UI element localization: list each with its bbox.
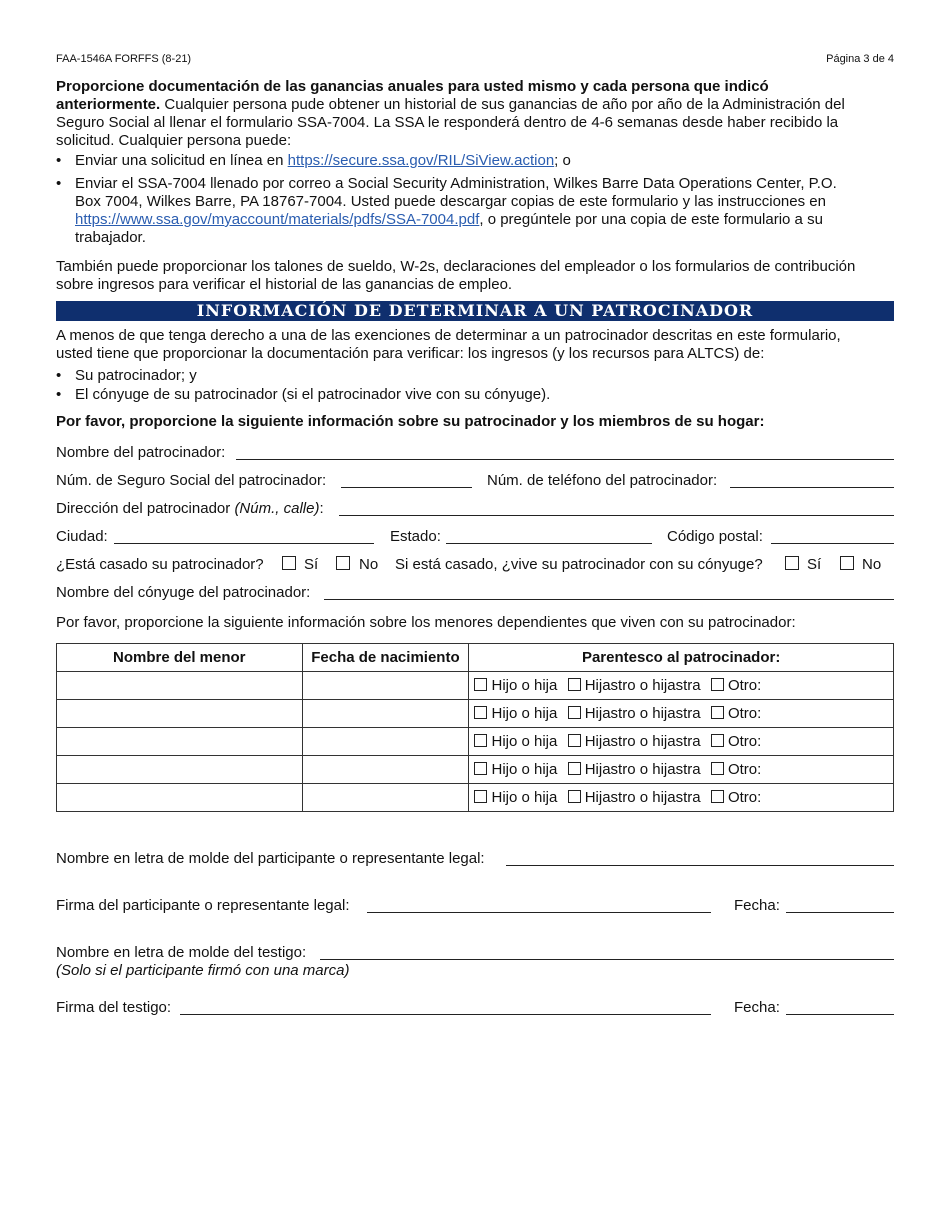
son-daughter-checkbox[interactable] — [474, 790, 487, 803]
other-label: Otro: — [727, 705, 762, 722]
table-row — [57, 756, 894, 784]
son-daughter-checkbox[interactable] — [474, 734, 487, 747]
lives-with-question: Si está casado, ¿vive su patrocinador con su cónyuge? — [395, 556, 763, 573]
header-child-name: Nombre del menor — [57, 644, 303, 672]
son-daughter-label: Hijo o hija — [491, 761, 558, 778]
stepchild-label: Hijastro o hijastra — [584, 761, 701, 778]
sponsor-address-label — [56, 500, 324, 520]
sponsor-phone-field[interactable] — [730, 487, 894, 488]
witness-date-label: Fecha: — [734, 999, 780, 1016]
relationship-cell — [469, 756, 894, 784]
son-daughter-label: Hijo o hija — [491, 789, 558, 806]
child-name-cell[interactable] — [57, 672, 303, 700]
other-label: Otro: — [727, 677, 762, 694]
intro-line3: solicitud. Cualquier persona puede: — [56, 132, 292, 149]
paystubs-line1: También puede proporcionar los talones de sueldo, W-2s, declaraciones del empleador o los formularios de contribución — [56, 258, 856, 275]
son-daughter-label: Hijo o hija — [491, 705, 558, 722]
sponsor-ssn-label: Núm. de Seguro Social del patrocinador: — [56, 472, 327, 489]
child-name-cell[interactable] — [57, 756, 303, 784]
witness-signature-field[interactable] — [180, 1014, 711, 1015]
signature-label: Firma del participante o representante legal: — [56, 897, 350, 914]
signature-field[interactable] — [367, 912, 711, 913]
sponsor-address-field[interactable] — [339, 515, 894, 516]
sponsor-name-label: Nombre del patrocinador: — [56, 444, 226, 461]
stepchild-label: Hijastro o hijastra — [584, 677, 701, 694]
son-daughter-checkbox[interactable] — [474, 678, 487, 691]
signature-date-label: Fecha: — [734, 897, 780, 914]
zip-label: Código postal: — [667, 528, 763, 545]
print-name-field[interactable] — [506, 865, 894, 866]
stepchild-checkbox[interactable] — [568, 762, 581, 775]
bullet-text: Enviar una solicitud en línea en — [75, 152, 288, 169]
section-bullet-spouse — [56, 386, 896, 404]
signature-date-field[interactable] — [786, 912, 894, 913]
lives-with-yes-label: Sí — [807, 556, 822, 573]
print-name-label: Nombre en letra de molde del participante o representante legal: — [56, 850, 485, 867]
table-row — [57, 728, 894, 756]
spouse-name-label: Nombre del cónyuge del patrocinador: — [56, 584, 311, 601]
bullet-dot: • — [56, 175, 62, 192]
birthdate-cell[interactable] — [302, 700, 469, 728]
bullet-text: Su patrocinador; y — [75, 367, 197, 384]
stepchild-label: Hijastro o hijastra — [584, 789, 701, 806]
stepchild-label: Hijastro o hijastra — [584, 733, 701, 750]
child-name-cell[interactable] — [57, 700, 303, 728]
sponsor-info-request: Por favor, proporcione la siguiente información sobre su patrocinador y los miembros de su hogar: — [56, 413, 765, 430]
intro-bullet-mail — [56, 175, 896, 249]
relationship-cell — [469, 728, 894, 756]
state-field[interactable] — [446, 543, 652, 544]
table-row — [57, 784, 894, 812]
paystubs-line2: sobre ingresos para verificar el historial de las ganancias de empleo. — [56, 276, 513, 293]
lives-with-no-checkbox[interactable] — [840, 556, 854, 570]
stepchild-checkbox[interactable] — [568, 678, 581, 691]
birthdate-cell[interactable] — [302, 728, 469, 756]
witness-signature-label: Firma del testigo: — [56, 999, 172, 1016]
stepchild-checkbox[interactable] — [568, 790, 581, 803]
intro-bold-lead: Proporcione documentación de las ganancias anuales para usted mismo y cada persona que indicó — [56, 78, 769, 95]
other-checkbox[interactable] — [711, 762, 724, 775]
son-daughter-checkbox[interactable] — [474, 706, 487, 719]
other-checkbox[interactable] — [711, 734, 724, 747]
section-title: INFORMACIÓN DE DETERMINAR A UN PATROCINADOR — [56, 301, 894, 321]
intro-line1: Cualquier persona pude obtener un historial de sus ganancias de año por año de la Administración del — [160, 96, 845, 113]
married-yes-label: Sí — [304, 556, 319, 573]
other-label: Otro: — [727, 789, 762, 806]
birthdate-cell[interactable] — [302, 784, 469, 812]
married-no-checkbox[interactable] — [336, 556, 350, 570]
form-code: FAA-1546A FORFFS (8-21) — [56, 53, 192, 65]
intro-paragraph — [56, 78, 896, 150]
relationship-cell — [469, 672, 894, 700]
bullet-mail-line3: , o pregúntele por una copia de este formulario a su — [479, 211, 823, 228]
child-name-cell[interactable] — [57, 728, 303, 756]
other-checkbox[interactable] — [711, 706, 724, 719]
relationship-cell — [469, 700, 894, 728]
birthdate-cell[interactable] — [302, 756, 469, 784]
ssa-online-link[interactable]: https://secure.ssa.gov/RIL/SiView.action — [287, 152, 555, 169]
stepchild-checkbox[interactable] — [568, 706, 581, 719]
address-label-text: Dirección del patrocinador — [56, 500, 235, 517]
bullet-text: El cónyuge de su patrocinador (si el patrocinador vive con su cónyuge). — [75, 386, 551, 403]
son-daughter-checkbox[interactable] — [474, 762, 487, 775]
relationship-cell — [469, 784, 894, 812]
city-field[interactable] — [114, 543, 374, 544]
bullet-mail-line2: Box 7004, Wilkes Barre, PA 18767-7004. Usted puede descargar copias de este formulario y las instrucciones en — [75, 193, 826, 210]
section-line2: usted tiene que proporcionar la documentación para verificar: los ingresos (y los recursos para ALTCS) de: — [56, 345, 765, 362]
section-paragraph — [56, 327, 896, 363]
other-checkbox[interactable] — [711, 790, 724, 803]
married-yes-checkbox[interactable] — [282, 556, 296, 570]
table-header-row — [57, 644, 894, 672]
header-relationship: Parentesco al patrocinador: — [469, 644, 894, 672]
state-label: Estado: — [390, 528, 441, 545]
ssa-7004-pdf-link[interactable]: https://www.ssa.gov/myaccount/materials/pdfs/SSA-7004.pdf — [75, 211, 480, 228]
witness-date-field[interactable] — [786, 1014, 894, 1015]
bullet-dot: • — [56, 386, 62, 403]
other-label: Otro: — [727, 733, 762, 750]
married-question: ¿Está casado su patrocinador? — [56, 556, 264, 573]
stepchild-label: Hijastro o hijastra — [584, 705, 701, 722]
city-label: Ciudad: — [56, 528, 108, 545]
header-birthdate: Fecha de nacimiento — [302, 644, 469, 672]
bullet-mail-line1: Enviar el SSA-7004 llenado por correo a Social Security Administration, Wilkes Barre Data Operations Center, P.O. — [75, 175, 837, 192]
bullet-dot: • — [56, 367, 62, 384]
other-checkbox[interactable] — [711, 678, 724, 691]
son-daughter-label: Hijo o hija — [491, 733, 558, 750]
bullet-dot: • — [56, 152, 62, 169]
address-hint: (Núm., calle) — [234, 500, 320, 517]
intro-bold-lead-2: anteriormente. — [56, 96, 161, 113]
page-number: Página 3 de 4 — [826, 53, 894, 65]
section-bullet-sponsor — [56, 367, 896, 385]
bullet-text-suffix: ; o — [554, 152, 571, 169]
table-row — [57, 672, 894, 700]
child-name-cell[interactable] — [57, 784, 303, 812]
married-no-label: No — [359, 556, 379, 573]
address-colon: : — [319, 500, 324, 517]
other-label: Otro: — [727, 761, 762, 778]
lives-with-no-label: No — [862, 556, 882, 573]
stepchild-checkbox[interactable] — [568, 734, 581, 747]
paystubs-paragraph — [56, 258, 896, 294]
sponsor-ssn-field[interactable] — [341, 487, 472, 488]
witness-print-label: Nombre en letra de molde del testigo: — [56, 944, 307, 961]
witness-print-field[interactable] — [320, 959, 894, 960]
children-request: Por favor, proporcione la siguiente información sobre los menores dependientes que viven con su patrocinador: — [56, 614, 796, 631]
son-daughter-label: Hijo o hija — [491, 677, 558, 694]
sponsor-phone-label: Núm. de teléfono del patrocinador: — [487, 472, 718, 489]
table-row — [57, 700, 894, 728]
children-table — [56, 643, 894, 812]
zip-field[interactable] — [771, 543, 894, 544]
lives-with-yes-checkbox[interactable] — [785, 556, 799, 570]
sponsor-name-field[interactable] — [236, 459, 894, 460]
witness-note: (Solo si el participante firmó con una marca) — [56, 962, 350, 979]
intro-line2: Seguro Social al llenar el formulario SSA-7004. La SSA le responderá dentro de 4-6 semanas desde haber recibido la — [56, 114, 839, 131]
birthdate-cell[interactable] — [302, 672, 469, 700]
spouse-name-field[interactable] — [324, 599, 894, 600]
bullet-mail-line4: trabajador. — [75, 229, 146, 246]
section-line1: A menos de que tenga derecho a una de las exenciones de determinar a un patrocinador descritas en este formulario, — [56, 327, 841, 344]
